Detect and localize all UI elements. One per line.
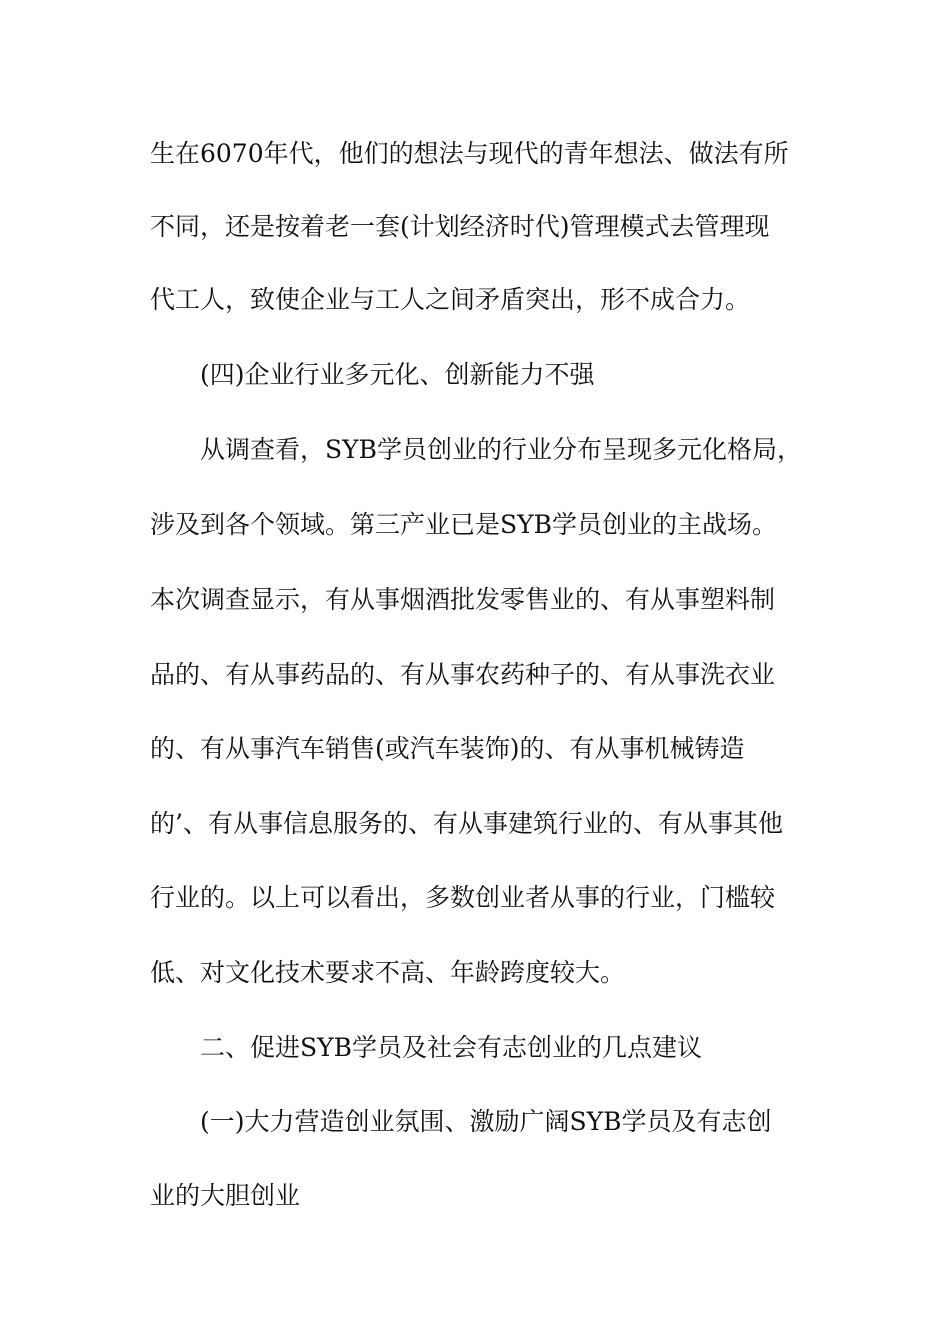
- section-heading: 二、促进SYB学员及社会有志创业的几点建议: [200, 1033, 703, 1062]
- body-text-line: 涉及到各个领域。第三产业已是SYB学员创业的主战场。: [150, 510, 778, 539]
- body-text-line: 行业的。以上可以看出，多数创业者从事的行业，门槛较: [150, 883, 776, 912]
- paragraph-first-line: 从调查看，SYB学员创业的行业分布呈现多元化格局，: [200, 435, 803, 464]
- section-heading: (四)企业行业多元化、创新能力不强: [200, 360, 595, 389]
- body-text-line: 代工人，致使企业与工人之间矛盾突出，形不成合力。: [150, 285, 751, 314]
- subsection-heading-continued: 业的大胆创业: [150, 1181, 301, 1210]
- body-text-line: 不同，还是按着老一套(计划经济时代)管理模式去管理现: [150, 212, 770, 241]
- subsection-heading: (一)大力营造创业氛围、激励广阔SYB学员及有志创: [200, 1107, 772, 1136]
- body-text-line: 的、有从事汽车销售(或汽车装饰)的、有从事机械铸造: [150, 734, 745, 763]
- body-text-line: 低、对文化技术要求不高、年龄跨度较大。: [150, 958, 626, 987]
- body-text-line: 生在6070年代，他们的想法与现代的青年想法、做法有所: [150, 139, 789, 168]
- body-text-line: 本次调查显示，有从事烟酒批发零售业的、有从事塑料制: [150, 585, 776, 614]
- body-text-line: 的’、有从事信息服务的、有从事建筑行业的、有从事其他: [150, 809, 783, 838]
- body-text-line: 品的、有从事药品的、有从事农药种子的、有从事洗衣业: [150, 660, 776, 689]
